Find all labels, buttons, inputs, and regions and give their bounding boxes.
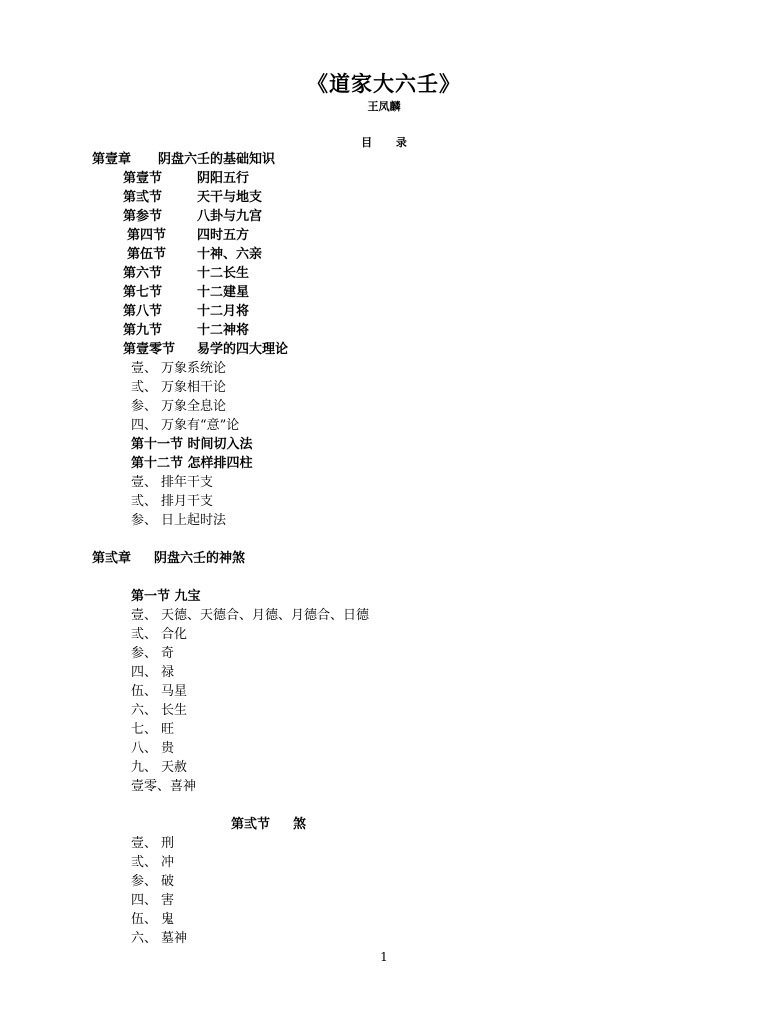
chapter-heading — [92, 152, 275, 168]
item-label: 壹、 — [131, 608, 158, 623]
toc-item — [131, 741, 174, 757]
item-label: 弎、 — [131, 494, 158, 509]
section-title: 天干与地支 — [197, 190, 263, 205]
item-label: 壹、 — [131, 361, 158, 376]
section-label: 第壹节 — [123, 171, 163, 186]
section-title: 四时五方 — [197, 228, 250, 243]
toc-section — [123, 285, 249, 301]
section-label: 第十一节 — [131, 437, 184, 452]
section-label: 第九节 — [123, 323, 163, 338]
item-label: 六、 — [131, 703, 158, 718]
item-title: 禄 — [161, 665, 175, 680]
item-title: 刑 — [161, 836, 175, 851]
item-title: 喜神 — [170, 779, 197, 794]
item-label: 六、 — [131, 931, 158, 946]
section-title: 十神、六亲 — [197, 247, 263, 262]
toc-item — [131, 513, 226, 529]
item-label: 壹、 — [131, 475, 158, 490]
toc-item — [131, 912, 174, 928]
toc-item — [131, 627, 187, 643]
item-title: 害 — [161, 893, 175, 908]
toc-item — [131, 893, 174, 909]
document-title: 《道家大六壬》 — [307, 72, 461, 96]
section-label: 第十二节 — [131, 456, 184, 471]
toc-section — [123, 323, 249, 339]
toc-item — [131, 779, 196, 795]
section-label: 第壹零节 — [123, 342, 176, 357]
toc-item — [131, 855, 174, 871]
section-title: 阴阳五行 — [197, 171, 250, 186]
section-title: 十二长生 — [197, 266, 250, 281]
section-title: 九宝 — [174, 589, 201, 604]
item-title: 万象全息论 — [161, 399, 227, 414]
page-number: 1 — [380, 950, 388, 964]
item-title: 旺 — [161, 722, 175, 737]
chapter-label: 第壹章 — [92, 152, 132, 167]
section-title: 十二月将 — [197, 304, 250, 319]
toc-section — [123, 304, 249, 320]
toc-item — [131, 760, 187, 776]
section-label: 第七节 — [123, 285, 163, 300]
item-title: 马星 — [161, 684, 188, 699]
item-label: 壹、 — [131, 836, 158, 851]
item-label: 参、 — [131, 874, 158, 889]
section-title: 时间切入法 — [187, 437, 253, 452]
section-title: 易学的四大理论 — [197, 342, 289, 357]
toc-item — [131, 418, 239, 434]
section-title: 怎样排四柱 — [187, 456, 253, 471]
toc-item — [131, 361, 226, 377]
item-title: 排月干支 — [161, 494, 214, 509]
chapter-label: 第弎章 — [92, 551, 132, 566]
item-label: 四、 — [131, 665, 158, 680]
toc-item — [131, 646, 174, 662]
toc-section — [123, 266, 249, 282]
item-title: 贵 — [161, 741, 175, 756]
item-title: 万象系统论 — [161, 361, 227, 376]
toc-item — [131, 703, 187, 719]
section-label: 第一节 — [131, 589, 171, 604]
toc-section — [123, 171, 249, 187]
section-label: 第六节 — [123, 266, 163, 281]
item-title: 日上起时法 — [161, 513, 227, 528]
item-label: 壹零、 — [131, 779, 171, 794]
item-title: 天赦 — [161, 760, 188, 775]
chapter-heading — [92, 551, 245, 567]
author-name: 王凤麟 — [367, 100, 401, 113]
toc-item — [131, 475, 213, 491]
item-title: 合化 — [161, 627, 188, 642]
item-label: 弎、 — [131, 627, 158, 642]
toc-section — [123, 190, 262, 206]
toc-section — [131, 589, 201, 605]
chapter-title: 阴盘六壬的神煞 — [154, 551, 246, 566]
item-label: 弎、 — [131, 855, 158, 870]
toc-item — [131, 722, 174, 738]
chapter-title: 阴盘六壬的基础知识 — [158, 152, 276, 167]
item-title: 奇 — [161, 646, 175, 661]
item-title: 天德、天德合、月德、月德合、日德 — [161, 608, 370, 623]
item-label: 七、 — [131, 722, 158, 737]
item-label: 四、 — [131, 893, 158, 908]
toc-item — [131, 665, 174, 681]
toc-section — [131, 437, 253, 453]
item-label: 伍、 — [131, 684, 158, 699]
toc-item — [131, 380, 226, 396]
section-title: 煞 — [293, 817, 307, 832]
toc-heading: 目 录 — [361, 136, 407, 149]
toc-section — [231, 817, 306, 833]
toc-item — [131, 931, 187, 947]
item-title: 冲 — [161, 855, 175, 870]
section-label: 第四节 — [127, 228, 167, 243]
toc-item — [131, 684, 187, 700]
toc-item — [131, 399, 226, 415]
toc-section — [123, 209, 262, 225]
item-title: 破 — [161, 874, 175, 889]
toc-item — [131, 494, 213, 510]
toc-section — [123, 342, 288, 358]
section-label: 第伍节 — [127, 247, 167, 262]
toc-section — [127, 228, 249, 244]
item-label: 弎、 — [131, 380, 158, 395]
section-title: 八卦与九宫 — [197, 209, 263, 224]
section-label: 第参节 — [123, 209, 163, 224]
item-title: 排年干支 — [161, 475, 214, 490]
toc-item — [131, 836, 174, 852]
section-label: 第八节 — [123, 304, 163, 319]
section-title: 十二建星 — [197, 285, 250, 300]
section-title: 十二神将 — [197, 323, 250, 338]
toc-section — [127, 247, 262, 263]
item-label: 八、 — [131, 741, 158, 756]
item-title: 万象有“意”论 — [161, 418, 240, 433]
section-label: 第弎节 — [231, 817, 271, 832]
item-title: 万象相干论 — [161, 380, 227, 395]
section-label: 第弎节 — [123, 190, 163, 205]
item-title: 鬼 — [161, 912, 175, 927]
item-label: 四、 — [131, 418, 158, 433]
item-label: 参、 — [131, 513, 158, 528]
toc-section — [131, 456, 253, 472]
item-label: 九、 — [131, 760, 158, 775]
item-label: 伍、 — [131, 912, 158, 927]
toc-item — [131, 874, 174, 890]
item-title: 墓神 — [161, 931, 188, 946]
item-title: 长生 — [161, 703, 188, 718]
toc-item — [131, 608, 369, 624]
item-label: 参、 — [131, 399, 158, 414]
item-label: 参、 — [131, 646, 158, 661]
